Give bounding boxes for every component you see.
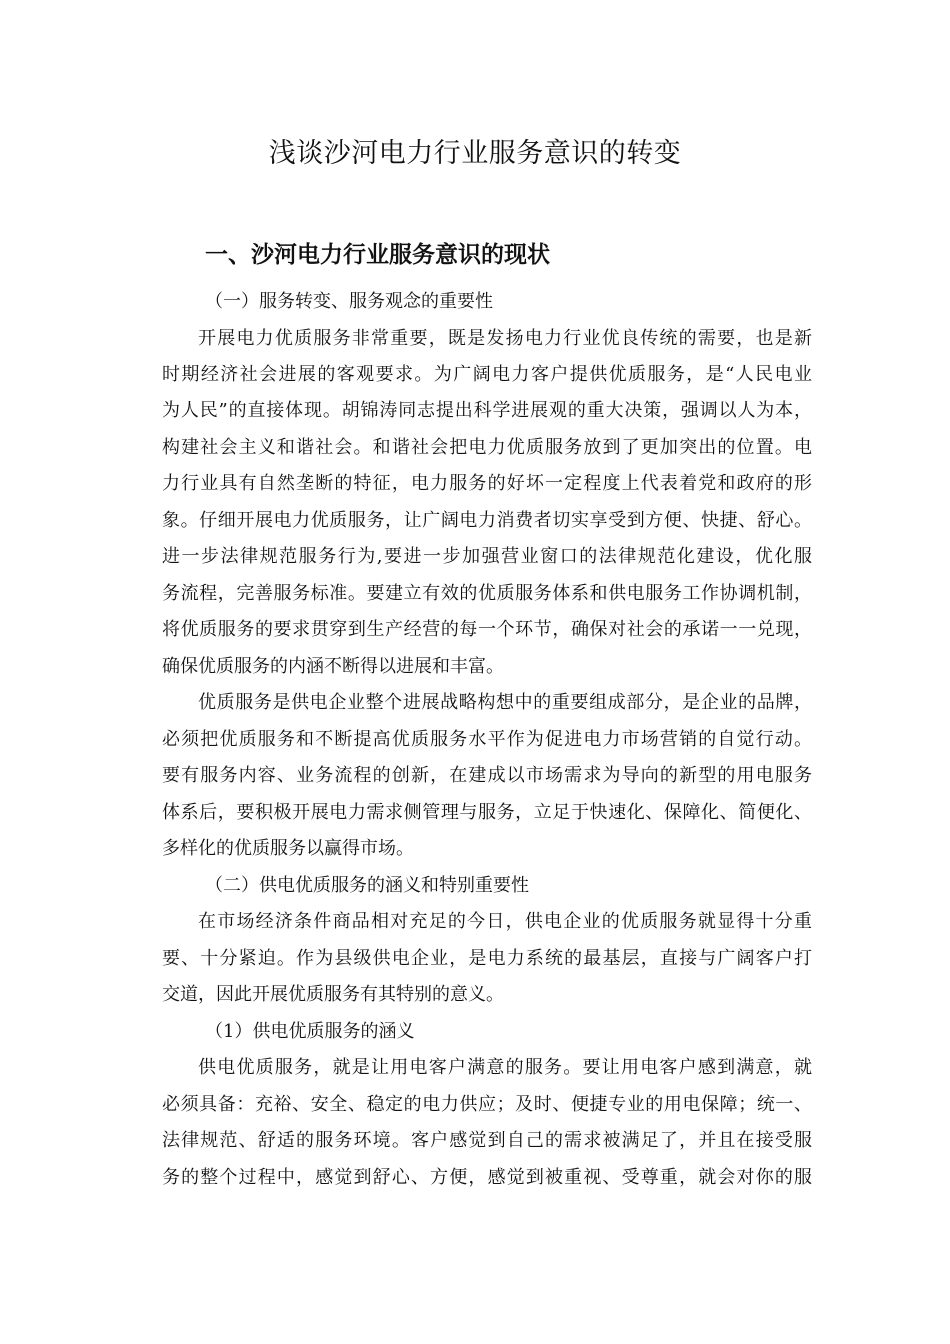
paragraph-line: 开展电力优质服务非常重要，既是发扬电力行业优良传统的需要，也是新 xyxy=(198,328,812,349)
paragraph-line: 确保优质服务的内涵不断得以进展和丰富。 xyxy=(162,656,504,677)
paragraph-line: 法律规范、舒适的服务环境。客户感觉到自己的需求被满足了，并且在接受服 xyxy=(162,1130,812,1151)
paragraph-line: 多样化的优质服务以赢得市场。 xyxy=(162,838,414,859)
paragraph-line: 体系后，要积极开展电力需求侧管理与服务，立足于快速化、保障化、简便化、 xyxy=(162,802,812,823)
paragraph-line: 构建社会主义和谐社会。和谐社会把电力优质服务放到了更加突出的位置。电 xyxy=(162,437,812,458)
document-title: 浅谈沙河电力行业服务意识的转变 xyxy=(268,138,682,169)
paragraph-line: 交道，因此开展优质服务有其特别的意义。 xyxy=(162,984,504,1005)
paragraph-line: 在市场经济条件商品相对充足的今日，供电企业的优质服务就显得十分重 xyxy=(198,911,812,932)
paragraph-line: 务流程，完善服务标准。要建立有效的优质服务体系和供电服务工作协调机制， xyxy=(162,583,812,604)
paragraph-line: 力行业具有自然垄断的特征，电力服务的好坏一定程度上代表着党和政府的形 xyxy=(162,473,812,494)
subsection-heading: （二）供电优质服务的涵义和特别重要性 xyxy=(205,875,529,896)
subsection-heading: （一）服务转变、服务观念的重要性 xyxy=(205,291,493,312)
paragraph-line: 将优质服务的要求贯穿到生产经营的每一个环节，确保对社会的承诺一一兑现， xyxy=(162,619,812,640)
paragraph-line: 必须把优质服务和不断提高优质服务水平作为促进电力市场营销的自觉行动。 xyxy=(162,729,812,750)
paragraph-line: 务的整个过程中，感觉到舒心、方便，感觉到被重视、受尊重，就会对你的服 xyxy=(162,1167,812,1188)
paragraph-line: 进一步法律规范服务行为,要进一步加强营业窗口的法律规范化建设，优化服 xyxy=(162,546,812,567)
paragraph-line: 优质服务是供电企业整个进展战略构想中的重要组成部分，是企业的品牌， xyxy=(198,692,812,713)
paragraph-line: 时期经济社会进展的客观要求。为广阔电力客户提供优质服务，是“人民电业 xyxy=(162,364,812,385)
paragraph-line: 要、十分紧迫。作为县级供电企业，是电力系统的最基层，直接与广阔客户打 xyxy=(162,948,812,969)
paragraph-line: 供电优质服务，就是让用电客户满意的服务。要让用电客户感到满意，就 xyxy=(198,1057,812,1078)
section-heading-1: 一、沙河电力行业服务意识的现状 xyxy=(205,242,550,268)
paragraph-line: 必须具备：充裕、安全、稳定的电力供应；及时、便捷专业的用电保障；统一、 xyxy=(162,1094,812,1115)
paragraph-line: 象。仔细开展电力优质服务，让广阔电力消费者切实享受到方便、快捷、舒心。 xyxy=(162,510,812,531)
subsection-heading: （1）供电优质服务的涵义 xyxy=(205,1021,415,1042)
paragraph-line: 要有服务内容、业务流程的创新，在建成以市场需求为导向的新型的用电服务 xyxy=(162,765,812,786)
paragraph-line: 为人民”的直接体现。胡锦涛同志提出科学进展观的重大决策，强调以人为本， xyxy=(162,400,812,421)
